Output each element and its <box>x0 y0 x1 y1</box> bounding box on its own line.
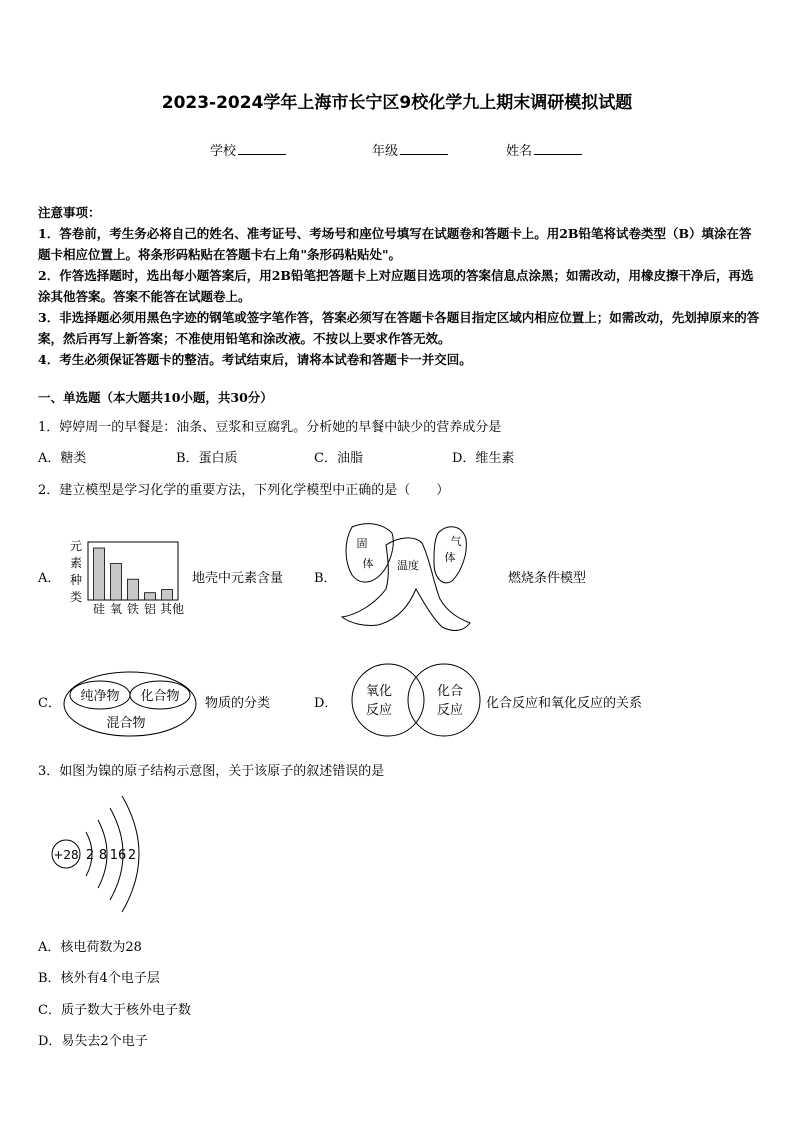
q2-option-a-chart <box>64 532 190 622</box>
name-field[interactable] <box>506 140 582 159</box>
solid-blob <box>346 524 393 582</box>
y-axis-char: 类 <box>69 590 83 604</box>
notes-block <box>38 202 760 370</box>
bar-铝 <box>145 593 156 600</box>
q2-option-a-caption: 地壳中元素含量 <box>192 571 284 586</box>
name-label: 姓名 <box>506 144 533 159</box>
note-item: 3．非选择题必须用黑色字迹的钢笔或签字笔作答，答案必须写在答题卡各题目指定区域内相应位置上；如需改动，先划掉原来的答案，然后再写上新答案；不准使用铅笔和涂改液。不按以上要求作答无效。 <box>38 310 760 346</box>
page-title: 2023-2024学年上海市长宁区9校化学九上期末调研模拟试题 <box>161 93 633 113</box>
oxidation-circle <box>352 664 424 736</box>
q2-option-c-diagram <box>62 670 198 738</box>
q3-option-d[interactable]: D．易失去2个电子 <box>38 1034 148 1049</box>
shell-electrons: 2 <box>127 848 137 863</box>
q3-option-a[interactable]: A．核电荷数为28 <box>38 940 142 955</box>
y-axis-char: 种 <box>69 573 83 587</box>
q2-option-c-caption: 物质的分类 <box>205 696 271 711</box>
section-heading: 一、单选题（本大题共10小题，共30分） <box>38 390 273 405</box>
gas-char: 气 <box>450 535 462 548</box>
q1-option-c[interactable]: C．油脂 <box>314 451 363 466</box>
mixture-label: 混合物 <box>106 716 146 731</box>
shell-electrons: 2 <box>85 848 95 863</box>
compound-label: 化合物 <box>140 689 180 704</box>
q2-option-c-label[interactable]: C． <box>38 696 61 711</box>
oxidation-label: 反应 <box>365 703 393 718</box>
x-tick-label: 铝 <box>143 602 157 616</box>
note-item: 4．考生必须保证答题卡的整洁。考试结束后，请将本试卷和答题卡一并交回。 <box>38 352 472 367</box>
q1-option-d[interactable]: D．维生素 <box>452 451 515 466</box>
school-field[interactable] <box>210 140 286 159</box>
shell-electrons: 16 <box>109 848 127 863</box>
grade-blank[interactable] <box>400 142 448 155</box>
q1-option-b[interactable]: B．蛋白质 <box>176 451 238 466</box>
x-tick-label: 硅 <box>92 602 106 616</box>
y-axis-char: 元 <box>69 539 83 553</box>
combination-label: 反应 <box>436 703 464 718</box>
q2-option-d-caption: 化合反应和氧化反应的关系 <box>486 696 643 711</box>
grade-label: 年级 <box>372 144 399 159</box>
combination-label: 化合 <box>436 684 464 699</box>
nucleus-charge: +28 <box>53 848 79 862</box>
q1-option-a[interactable]: A．糖类 <box>38 451 87 466</box>
q1-stem: 1．婷婷周一的早餐是：油条、豆浆和豆腐乳。分析她的早餐中缺少的营养成分是 <box>38 420 502 435</box>
temperature-label: 温度 <box>397 559 419 572</box>
shell-electrons: 8 <box>98 848 108 863</box>
q3-option-c[interactable]: C．质子数大于核外电子数 <box>38 1003 191 1018</box>
notes-heading: 注意事项： <box>38 205 101 220</box>
bar-硅 <box>94 548 105 600</box>
solid-char: 体 <box>362 557 374 570</box>
x-tick-label: 其他 <box>159 602 185 616</box>
bar-铁 <box>128 579 139 600</box>
x-tick-label: 铁 <box>126 602 140 616</box>
bar-其他 <box>162 590 173 600</box>
q2-option-b-caption: 燃烧条件模型 <box>508 571 587 586</box>
solid-char: 固 <box>356 537 368 550</box>
nickel-atom-diagram <box>46 792 156 916</box>
x-tick-label: 氧 <box>109 602 123 616</box>
y-axis-char: 素 <box>69 556 83 570</box>
combination-circle <box>408 664 480 736</box>
note-item: 1．答卷前，考生务必将自己的姓名、准考证号、考场号和座位号填写在试题卷和答题卡上。用2B铅笔将试卷类型（B）填涂在答题卡相应位置上。将条形码粘贴在答题卡右上角"条形码粘贴处"。 <box>38 226 752 262</box>
q3-option-b[interactable]: B．核外有4个电子层 <box>38 971 160 986</box>
q2-option-d-diagram <box>348 662 484 738</box>
q2-option-d-label[interactable]: D． <box>314 696 338 711</box>
q2-option-b-label[interactable]: B． <box>314 571 337 586</box>
school-blank[interactable] <box>238 142 286 155</box>
gas-char: 体 <box>444 551 456 564</box>
q3-stem: 3．如图为镍的原子结构示意图，关于该原子的叙述错误的是 <box>38 764 385 779</box>
grade-field[interactable] <box>372 140 448 159</box>
q2-stem: 2．建立模型是学习化学的重要方法，下列化学模型中正确的是（ ） <box>38 483 450 498</box>
name-blank[interactable] <box>534 142 582 155</box>
q2-option-a-label[interactable]: A． <box>38 571 61 586</box>
q2-option-b-diagram <box>338 519 473 639</box>
oxidation-label: 氧化 <box>365 684 393 699</box>
pure-substance-label: 纯净物 <box>80 689 120 704</box>
school-label: 学校 <box>210 144 237 159</box>
note-item: 2．作答选择题时，选出每小题答案后，用2B铅笔把答题卡上对应题目选项的答案信息点涂黑；如需改动，用橡皮擦干净后，再选涂其他答案。答案不能答在试题卷上。 <box>38 268 754 304</box>
bar-氧 <box>111 564 122 600</box>
